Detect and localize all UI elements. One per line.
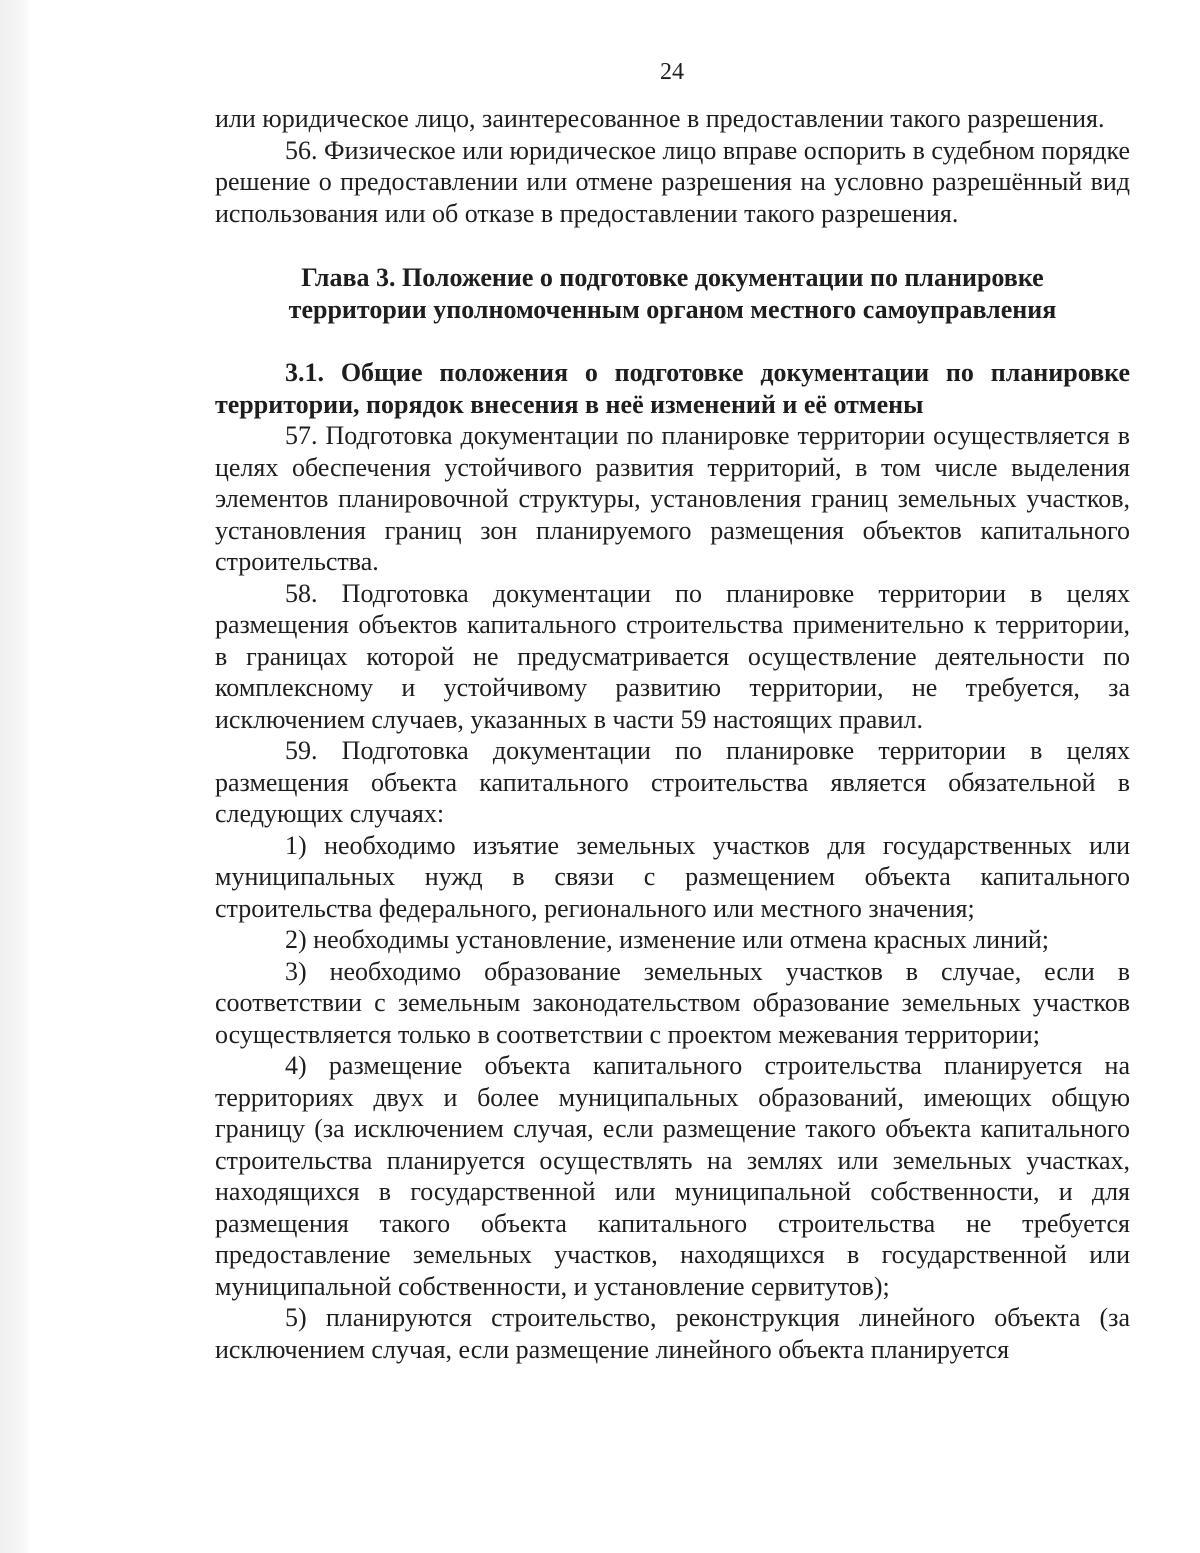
- chapter-heading: [215, 262, 1130, 326]
- list-item-5: 5) планируются строительство, реконструкция линейного объекта (за исключением случая, если размещение линейного объекта планируется: [215, 1303, 1130, 1364]
- chapter-heading-line-1: Глава 3. Положение о подготовке документации по планировке: [301, 263, 1044, 292]
- paragraph-continuation: или юридическое лицо, заинтересованное в предоставлении такого разрешения.: [215, 104, 1105, 133]
- scan-edge-shadow: [0, 0, 30, 1553]
- paragraph-58: 58. Подготовка документации по планировке территории в целях размещения объектов капитального строительства применительно к территории, в границах которой не предусматривается осуществление деятельности по комплексному и устойчивому развитию территории, не требуется, за исключением случаев, указанных в части 59 настоящих правил.: [215, 578, 1130, 734]
- section-heading: 3.1. Общие положения о подготовке документации по планировке территории, порядок внесения в неё изменений и её отмены: [215, 358, 1130, 419]
- paragraph-56: 56. Физическое или юридическое лицо вправе оспорить в судебном порядке решение о предоставлении или отмене разрешения на условно разрешённый вид использования или об отказе в предоставлении такого разрешения.: [215, 135, 1130, 228]
- list-item-3: 3) необходимо образование земельных участков в случае, если в соответствии с земельным законодательством образование земельных участков осуществляется только в соответствии с проектом межевания территории;: [215, 956, 1130, 1049]
- list-item-4: 4) размещение объекта капитального строительства планируется на территориях двух и более муниципальных образований, имеющих общую границу (за исключением случая, если размещение такого объекта капитального строительства планируется осуществлять на землях или земельных участках, находящихся в государственной или муниципальной собственности, и для размещения такого объекта капитального строительства не требуется предоставление земельных участков, находящихся в государственной или муниципальной собственности, и установление сервитутов);: [215, 1051, 1130, 1301]
- list-item-1: 1) необходимо изъятие земельных участков для государственных или муниципальных нужд в связи с размещением объекта капитального строительства федерального, регионального или местного значения;: [215, 830, 1130, 923]
- paragraph-57: 57. Подготовка документации по планировке территории осуществляется в целях обеспечения устойчивого развития территорий, в том числе выделения элементов планировочной структуры, установления границ земельных участков, установления границ зон планируемого размещения объектов капитального строительства.: [215, 421, 1130, 576]
- page-number: 24: [660, 59, 684, 85]
- document-body: [215, 103, 1130, 1365]
- paragraph-59: 59. Подготовка документации по планировке территории в целях размещения объекта капитального строительства является обязательной в следующих случаях:: [215, 736, 1130, 828]
- list-item-2: 2) необходимы установление, изменение или отмена красных линий;: [285, 925, 1050, 954]
- chapter-heading-line-2: территории уполномоченным органом местного самоуправления: [288, 295, 1057, 324]
